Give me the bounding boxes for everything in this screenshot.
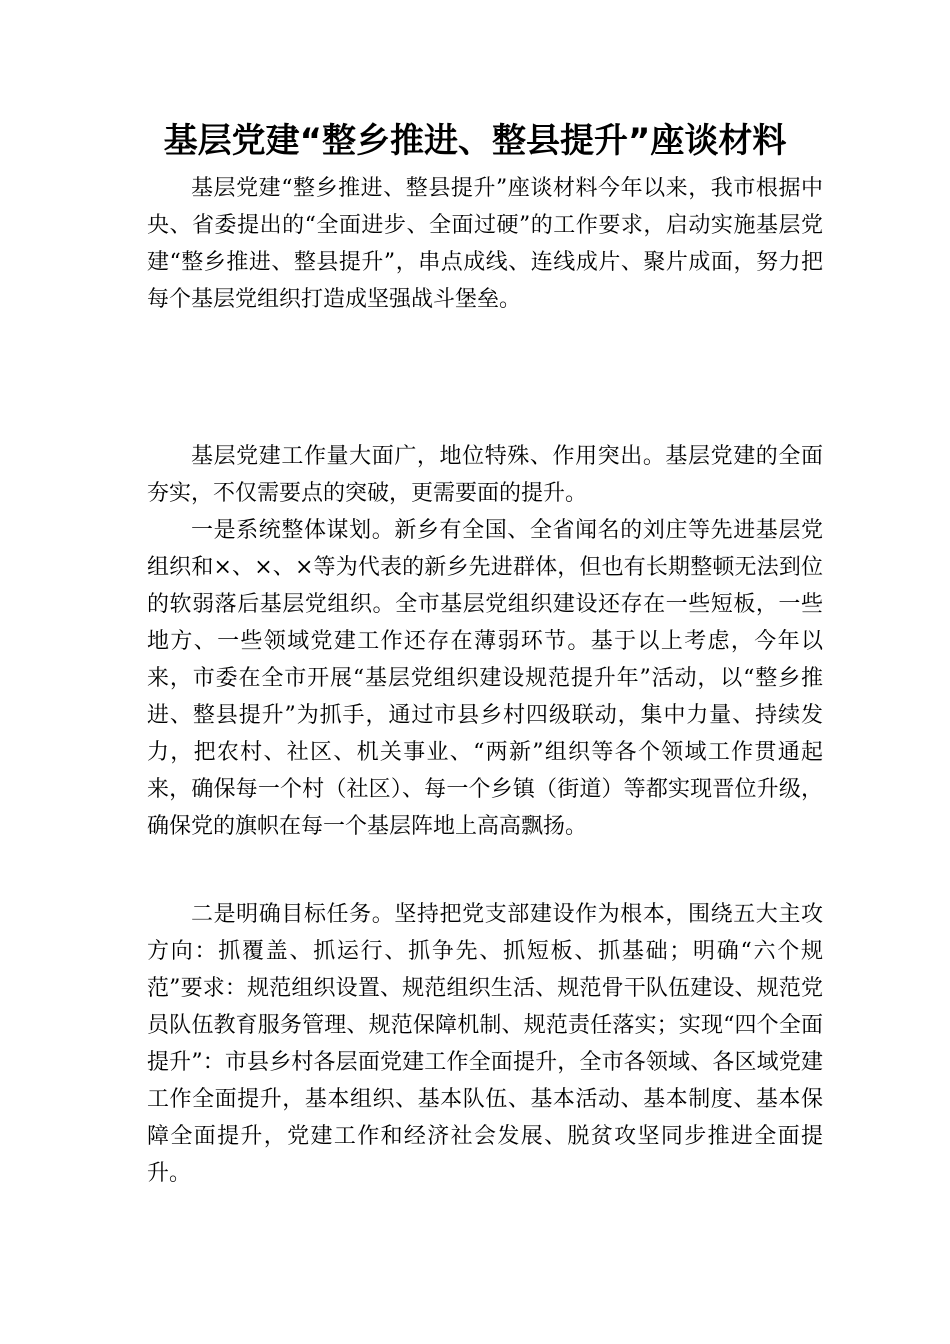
intro-paragraph: 基层党建“整乡推进、整县提升”座谈材料今年以来，我市根据中央、省委提出的“全面进步、全面过硬”的工作要求，启动实施基层党建“整乡推进、整县提升”，串点成线、连线成片、聚片成面，努力把每个基层党组织打造成坚强战斗堡垒。 bbox=[147, 176, 823, 312]
body-paragraph-planning: 一是系统整体谋划。新乡有全国、全省闻名的刘庄等先进基层党组织和×、×、×等为代表的新乡先进群体，但也有长期整顿无法到位的软弱落后基层党组织。全市基层党组织建设还存在一些短板，一些地方、一些领域党建工作还存在薄弱环节。基于以上考虑，今年以来，市委在全市开展“基层党组织建设规范提升年”活动，以“整乡推进、整县提升”为抓手，通过市县乡村四级联动，集中力量、持续发力，把农村、社区、机关事业、“两新”组织等各个领域工作贯通起来，确保每一个村（社区）、每一个乡镇（街道）等都实现晋位升级，确保党的旗帜在每一个基层阵地上高高飘扬。 bbox=[147, 518, 823, 839]
body-paragraph-goals: 二是明确目标任务。坚持把党支部建设作为根本，围绕五大主攻方向：抓覆盖、抓运行、抓争先、抓短板、抓基础；明确“六个规范”要求：规范组织设置、规范组织生活、规范骨干队伍建设、规范党员队伍教育服务管理、规范保障机制、规范责任落实；实现“四个全面提升”：市县乡村各层面党建工作全面提升，全市各领域、各区域党建工作全面提升，基本组织、基本队伍、基本活动、基本制度、基本保障全面提升，党建工作和经济社会发展、脱贫攻坚同步推进全面提升。 bbox=[147, 902, 823, 1186]
body-paragraph-overview: 基层党建工作量大面广，地位特殊、作用突出。基层党建的全面夯实，不仅需要点的突破，更需要面的提升。 bbox=[147, 444, 823, 506]
document-title: 基层党建“整乡推进、整县提升”座谈材料 bbox=[163, 121, 787, 161]
